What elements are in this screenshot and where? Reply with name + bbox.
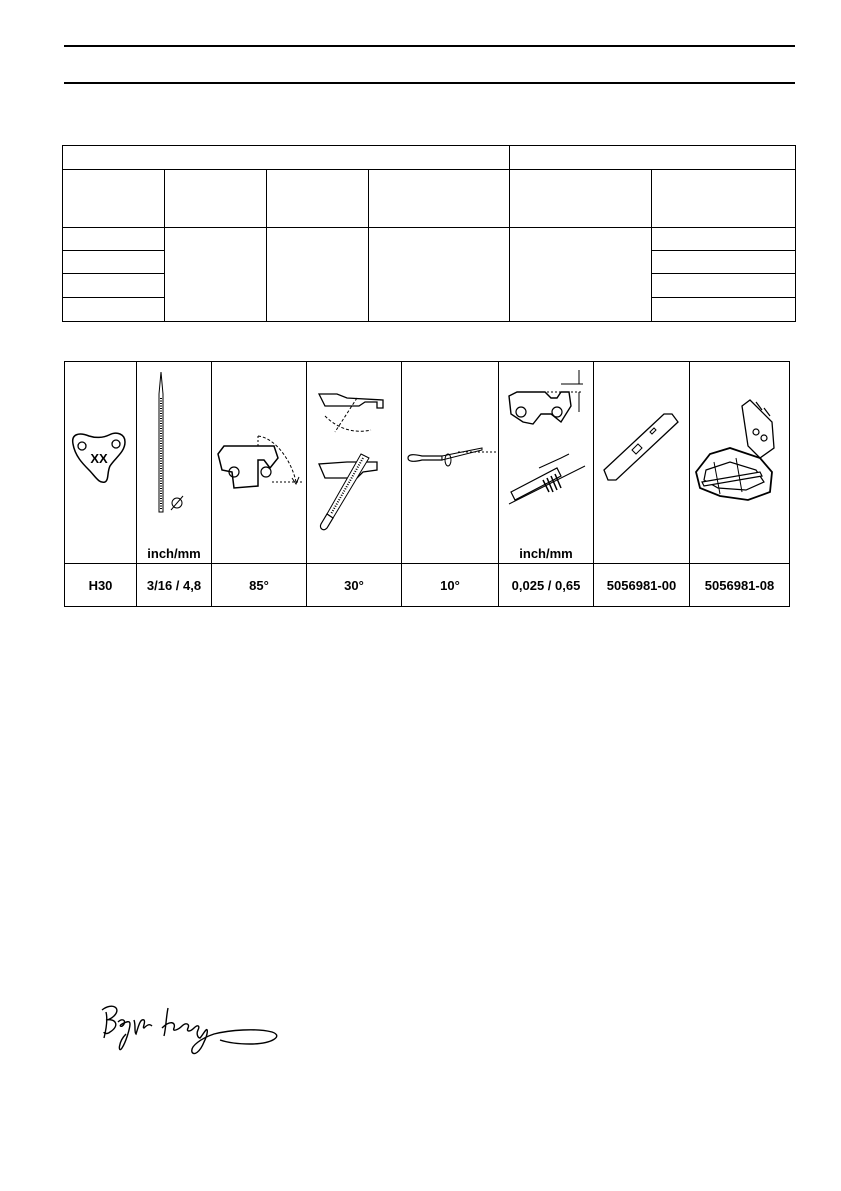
spec-cell-merged xyxy=(267,228,369,322)
value-cell: 5056981-08 xyxy=(690,564,790,607)
value-cell: 85° xyxy=(212,564,307,607)
filing-angle-icon xyxy=(212,362,307,563)
sharpening-data-table xyxy=(64,361,790,607)
spec-header-group-left xyxy=(63,146,510,170)
spec-col-header xyxy=(652,170,796,228)
round-file-icon xyxy=(137,362,212,563)
value-cell: 10° xyxy=(402,564,499,607)
file-tilt-illustration xyxy=(402,362,499,564)
chain-marking: XX xyxy=(90,451,108,466)
spec-cell xyxy=(63,298,165,322)
sharpening-jig-icon xyxy=(690,362,790,563)
spec-cell xyxy=(63,228,165,251)
file-diameter-illustration xyxy=(137,362,212,564)
depth-gauge-unit-label: inch/mm xyxy=(519,546,573,561)
chain-link-icon xyxy=(65,362,137,563)
spec-cell-merged xyxy=(510,228,652,322)
chain-bar-spec-table xyxy=(62,145,796,322)
spec-cell xyxy=(652,251,796,274)
depth-gauge-illustration xyxy=(499,362,594,564)
value-cell: 0,025 / 0,65 xyxy=(499,564,594,607)
value-cell: 3/16 / 4,8 xyxy=(137,564,212,607)
spec-cell xyxy=(652,274,796,298)
top-plate-angle-illustration xyxy=(212,362,307,564)
top-plate-filing-illustration xyxy=(307,362,402,564)
file-guide-angle-icon xyxy=(307,362,402,563)
spec-cell xyxy=(63,274,165,298)
spec-col-header xyxy=(63,170,165,228)
header-rule-bottom xyxy=(64,82,795,84)
file-holder-icon xyxy=(402,362,499,563)
spec-cell xyxy=(652,228,796,251)
spec-cell-merged xyxy=(369,228,510,322)
sharpening-jig-illustration xyxy=(690,362,790,564)
depth-gauge-icon xyxy=(499,362,594,563)
spec-col-header xyxy=(510,170,652,228)
signature xyxy=(96,998,286,1060)
value-cell: 5056981-00 xyxy=(594,564,690,607)
spec-col-header xyxy=(369,170,510,228)
value-cell: H30 xyxy=(65,564,137,607)
header-rule-top xyxy=(64,45,795,47)
spec-col-header xyxy=(165,170,267,228)
depth-gauge-tool-icon xyxy=(594,362,690,563)
chain-link-illustration xyxy=(65,362,137,564)
spec-cell-merged xyxy=(165,228,267,322)
depth-gauge-tool-illustration xyxy=(594,362,690,564)
spec-header-group-right xyxy=(510,146,796,170)
file-unit-label: inch/mm xyxy=(147,546,201,561)
spec-col-header xyxy=(267,170,369,228)
spec-cell xyxy=(652,298,796,322)
value-cell: 30° xyxy=(307,564,402,607)
spec-cell xyxy=(63,251,165,274)
